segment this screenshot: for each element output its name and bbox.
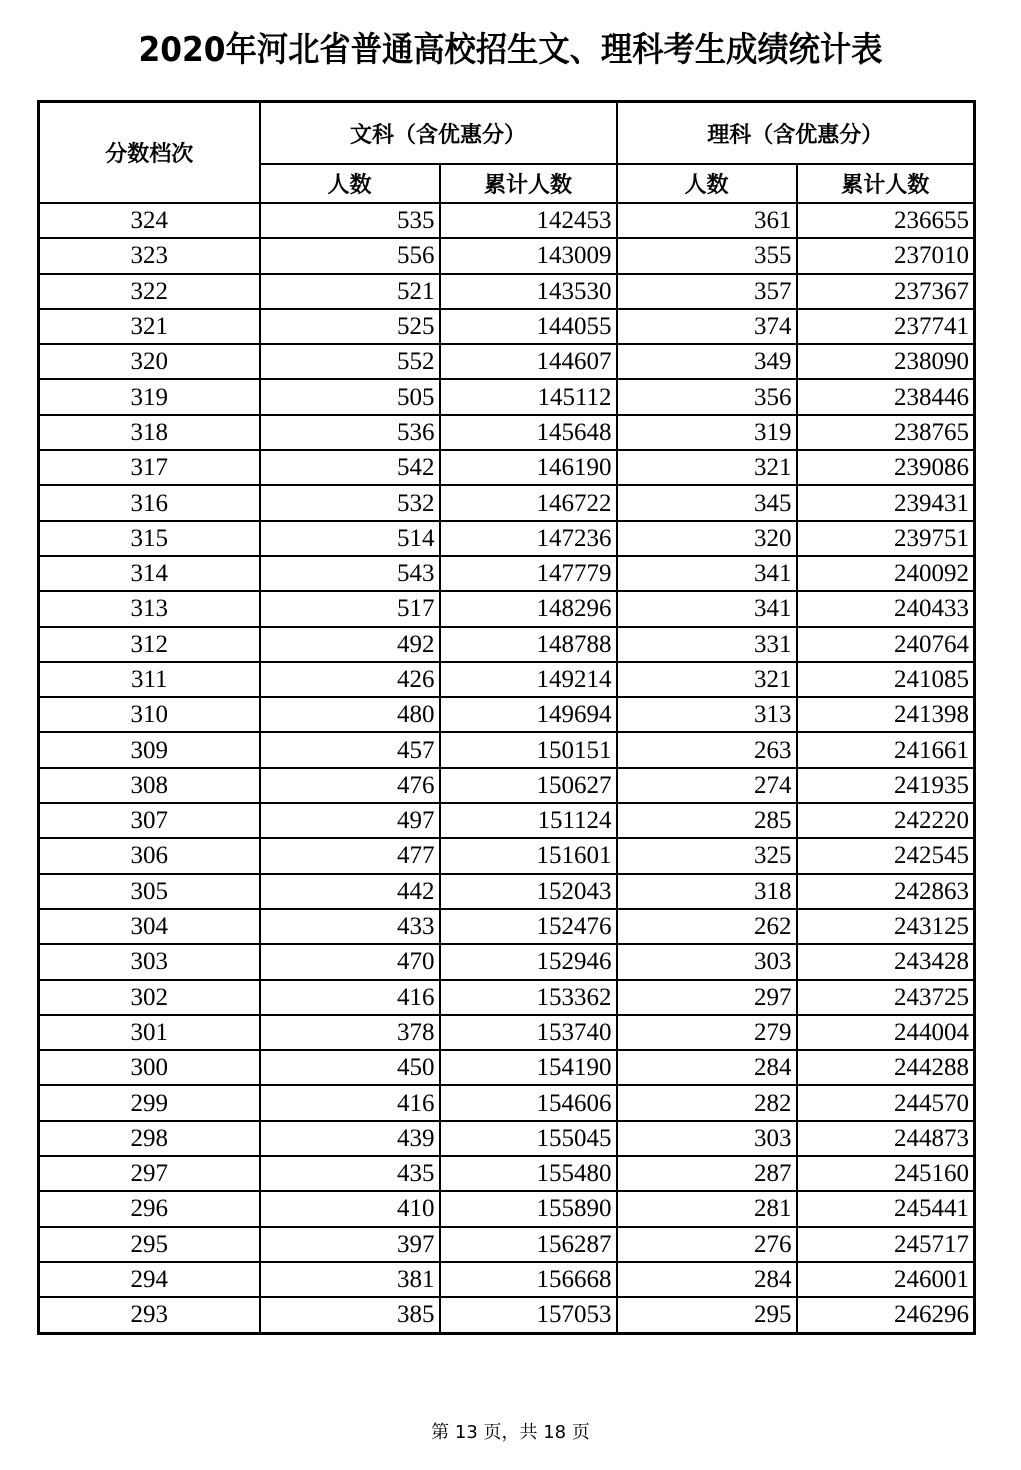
cell-arts-count: 480 [260,697,440,732]
cell-arts-cumulative: 152476 [440,909,617,944]
table-row [39,379,975,414]
cell-arts-count: 426 [260,662,440,697]
cell-sci-cumulative: 244570 [797,1085,975,1120]
table-body [39,203,975,1333]
cell-score: 316 [39,485,260,520]
cell-score: 318 [39,415,260,450]
cell-score: 300 [39,1050,260,1085]
cell-score: 307 [39,803,260,838]
cell-arts-cumulative: 156287 [440,1227,617,1262]
cell-arts-cumulative: 146722 [440,485,617,520]
table-row [39,309,975,344]
table-row [39,485,975,520]
cell-arts-count: 497 [260,803,440,838]
table-row [39,803,975,838]
cell-score: 322 [39,274,260,309]
cell-sci-count: 285 [617,803,797,838]
cell-sci-count: 321 [617,662,797,697]
cell-sci-count: 295 [617,1297,797,1333]
cell-arts-count: 532 [260,485,440,520]
table-row [39,627,975,662]
cell-sci-cumulative: 237010 [797,238,975,273]
cell-arts-cumulative: 154190 [440,1050,617,1085]
cell-sci-count: 279 [617,1015,797,1050]
cell-score: 303 [39,944,260,979]
cell-arts-cumulative: 154606 [440,1085,617,1120]
cell-sci-cumulative: 239086 [797,450,975,485]
cell-score: 301 [39,1015,260,1050]
cell-sci-cumulative: 241085 [797,662,975,697]
cell-arts-cumulative: 150627 [440,768,617,803]
table-row [39,732,975,767]
cell-sci-count: 274 [617,768,797,803]
cell-arts-count: 535 [260,203,440,238]
cell-arts-count: 492 [260,627,440,662]
cell-arts-cumulative: 150151 [440,732,617,767]
cell-arts-cumulative: 147779 [440,556,617,591]
cell-sci-count: 349 [617,344,797,379]
cell-score: 312 [39,627,260,662]
cell-sci-cumulative: 246296 [797,1297,975,1333]
cell-score: 297 [39,1156,260,1191]
table-row [39,1121,975,1156]
cell-score: 319 [39,379,260,414]
table-row [39,662,975,697]
cell-arts-cumulative: 151601 [440,838,617,873]
table-row [39,274,975,309]
cell-sci-count: 318 [617,874,797,909]
cell-score: 304 [39,909,260,944]
table-row [39,1191,975,1226]
cell-sci-count: 341 [617,591,797,626]
cell-score: 310 [39,697,260,732]
cell-arts-count: 433 [260,909,440,944]
cell-sci-count: 303 [617,1121,797,1156]
cell-sci-count: 355 [617,238,797,273]
cell-sci-cumulative: 246001 [797,1262,975,1297]
cell-arts-count: 439 [260,1121,440,1156]
cell-arts-count: 556 [260,238,440,273]
cell-arts-count: 521 [260,274,440,309]
cell-sci-count: 320 [617,521,797,556]
cell-arts-count: 442 [260,874,440,909]
cell-score: 298 [39,1121,260,1156]
cell-sci-cumulative: 236655 [797,203,975,238]
table-row [39,980,975,1015]
cell-arts-count: 450 [260,1050,440,1085]
cell-arts-count: 543 [260,556,440,591]
table-row [39,415,975,450]
cell-arts-cumulative: 146190 [440,450,617,485]
table-row [39,697,975,732]
cell-arts-cumulative: 143530 [440,274,617,309]
score-statistics-table [37,100,976,1335]
cell-arts-cumulative: 145112 [440,379,617,414]
cell-sci-cumulative: 244288 [797,1050,975,1085]
cell-arts-cumulative: 149214 [440,662,617,697]
cell-score: 313 [39,591,260,626]
table-row [39,450,975,485]
cell-score: 317 [39,450,260,485]
cell-sci-count: 276 [617,1227,797,1262]
table-row [39,874,975,909]
cell-score: 324 [39,203,260,238]
cell-sci-cumulative: 240764 [797,627,975,662]
cell-sci-count: 331 [617,627,797,662]
table-row [39,1085,975,1120]
table-row [39,1156,975,1191]
cell-sci-cumulative: 238765 [797,415,975,450]
table-row [39,203,975,238]
cell-sci-count: 356 [617,379,797,414]
cell-arts-cumulative: 153740 [440,1015,617,1050]
cell-score: 293 [39,1297,260,1333]
cell-sci-count: 284 [617,1262,797,1297]
table-row [39,1297,975,1333]
cell-sci-count: 284 [617,1050,797,1085]
cell-arts-cumulative: 152043 [440,874,617,909]
cell-sci-count: 325 [617,838,797,873]
cell-score: 299 [39,1085,260,1120]
cell-score: 294 [39,1262,260,1297]
table-row [39,344,975,379]
cell-arts-cumulative: 148296 [440,591,617,626]
cell-arts-cumulative: 155890 [440,1191,617,1226]
cell-arts-cumulative: 143009 [440,238,617,273]
cell-arts-cumulative: 151124 [440,803,617,838]
cell-arts-cumulative: 157053 [440,1297,617,1333]
cell-sci-cumulative: 245441 [797,1191,975,1226]
document-title: 2020年河北省普通高校招生文、理科考生成绩统计表 [138,30,883,70]
cell-arts-count: 435 [260,1156,440,1191]
header-science: 理科（含优惠分） [617,102,975,165]
cell-score: 296 [39,1191,260,1226]
table-row [39,1262,975,1297]
cell-sci-cumulative: 239431 [797,485,975,520]
table-row [39,838,975,873]
cell-sci-count: 319 [617,415,797,450]
cell-arts-cumulative: 144055 [440,309,617,344]
cell-sci-cumulative: 241398 [797,697,975,732]
cell-sci-count: 281 [617,1191,797,1226]
cell-sci-cumulative: 245717 [797,1227,975,1262]
table-row [39,944,975,979]
header-arts-count: 人数 [260,164,440,203]
cell-sci-cumulative: 238446 [797,379,975,414]
cell-sci-count: 287 [617,1156,797,1191]
cell-arts-cumulative: 148788 [440,627,617,662]
cell-score: 311 [39,662,260,697]
header-sci-count: 人数 [617,164,797,203]
cell-sci-count: 263 [617,732,797,767]
cell-arts-count: 457 [260,732,440,767]
cell-score: 302 [39,980,260,1015]
cell-arts-cumulative: 152946 [440,944,617,979]
header-row-group [39,102,975,165]
cell-sci-cumulative: 240433 [797,591,975,626]
cell-arts-count: 410 [260,1191,440,1226]
cell-score: 306 [39,838,260,873]
cell-arts-cumulative: 144607 [440,344,617,379]
cell-sci-count: 297 [617,980,797,1015]
cell-sci-cumulative: 243428 [797,944,975,979]
cell-sci-cumulative: 244004 [797,1015,975,1050]
cell-arts-cumulative: 155480 [440,1156,617,1191]
cell-score: 315 [39,521,260,556]
table-row [39,909,975,944]
header-arts-cumulative: 累计人数 [440,164,617,203]
cell-sci-cumulative: 237367 [797,274,975,309]
cell-score: 323 [39,238,260,273]
cell-arts-cumulative: 145648 [440,415,617,450]
cell-sci-cumulative: 238090 [797,344,975,379]
cell-arts-count: 385 [260,1297,440,1333]
cell-score: 308 [39,768,260,803]
header-sci-cumulative: 累计人数 [797,164,975,203]
cell-arts-count: 476 [260,768,440,803]
cell-arts-count: 542 [260,450,440,485]
cell-sci-count: 321 [617,450,797,485]
header-score-level: 分数档次 [39,102,260,204]
cell-sci-cumulative: 242863 [797,874,975,909]
cell-arts-count: 416 [260,1085,440,1120]
cell-arts-count: 397 [260,1227,440,1262]
cell-arts-count: 505 [260,379,440,414]
cell-sci-count: 313 [617,697,797,732]
page-number: 第 13 页，共 18 页 [431,1422,590,1443]
table-row [39,521,975,556]
cell-sci-cumulative: 240092 [797,556,975,591]
table-row [39,591,975,626]
cell-sci-count: 341 [617,556,797,591]
cell-sci-cumulative: 239751 [797,521,975,556]
cell-score: 314 [39,556,260,591]
cell-score: 295 [39,1227,260,1262]
cell-score: 321 [39,309,260,344]
cell-arts-cumulative: 149694 [440,697,617,732]
cell-arts-cumulative: 155045 [440,1121,617,1156]
cell-sci-count: 374 [617,309,797,344]
cell-arts-count: 536 [260,415,440,450]
cell-sci-count: 262 [617,909,797,944]
cell-sci-cumulative: 243725 [797,980,975,1015]
table-row [39,238,975,273]
cell-arts-cumulative: 147236 [440,521,617,556]
cell-arts-count: 470 [260,944,440,979]
cell-arts-count: 416 [260,980,440,1015]
cell-arts-count: 517 [260,591,440,626]
cell-score: 305 [39,874,260,909]
cell-arts-count: 378 [260,1015,440,1050]
cell-sci-cumulative: 242545 [797,838,975,873]
cell-sci-cumulative: 237741 [797,309,975,344]
cell-arts-count: 552 [260,344,440,379]
cell-sci-count: 345 [617,485,797,520]
cell-sci-cumulative: 241661 [797,732,975,767]
cell-sci-cumulative: 241935 [797,768,975,803]
table-row [39,1015,975,1050]
cell-score: 309 [39,732,260,767]
cell-sci-count: 282 [617,1085,797,1120]
cell-sci-count: 357 [617,274,797,309]
cell-sci-cumulative: 242220 [797,803,975,838]
cell-sci-count: 303 [617,944,797,979]
header-liberal-arts: 文科（含优惠分） [260,102,617,165]
cell-arts-count: 525 [260,309,440,344]
cell-sci-cumulative: 243125 [797,909,975,944]
cell-arts-count: 381 [260,1262,440,1297]
table-row [39,556,975,591]
cell-sci-cumulative: 245160 [797,1156,975,1191]
cell-sci-cumulative: 244873 [797,1121,975,1156]
cell-arts-count: 514 [260,521,440,556]
table-row [39,1050,975,1085]
cell-arts-count: 477 [260,838,440,873]
cell-sci-count: 361 [617,203,797,238]
table-row [39,1227,975,1262]
table-row [39,768,975,803]
cell-arts-cumulative: 153362 [440,980,617,1015]
cell-score: 320 [39,344,260,379]
cell-arts-cumulative: 156668 [440,1262,617,1297]
cell-arts-cumulative: 142453 [440,203,617,238]
